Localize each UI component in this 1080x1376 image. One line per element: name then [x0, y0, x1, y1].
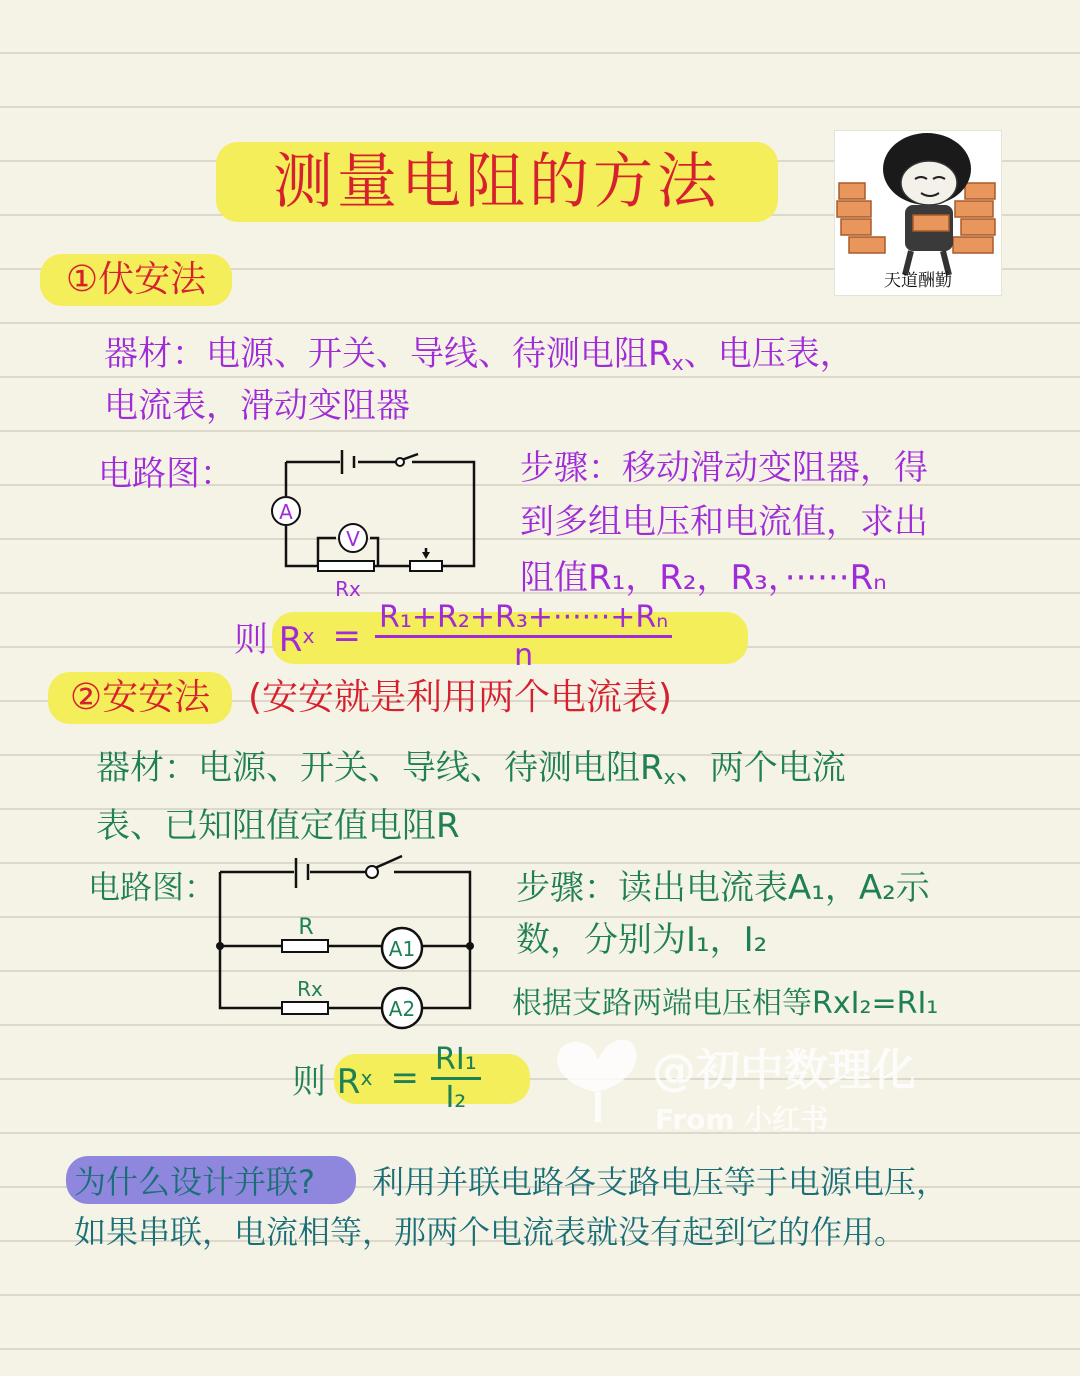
formula-denominator: n — [514, 637, 534, 673]
resistor-rx-label: Rx — [297, 977, 323, 1001]
method1-circuit-diagram — [266, 446, 486, 606]
formula-numerator: R₁+R₂+R₃+······+Rₙ — [375, 600, 672, 638]
ammeter2-label: A2 — [388, 997, 416, 1021]
resistor-r-label: R — [298, 915, 314, 940]
formula-equals: = — [332, 616, 362, 656]
method2-circuit-label: 电路图： — [88, 868, 217, 906]
formula-equals: = — [390, 1058, 420, 1098]
method1-equipment-tail: 、电压表， — [683, 334, 854, 374]
method1-steps-line2: 到多组电压和电流值，求出 — [520, 502, 928, 542]
ammeter-label: A — [279, 500, 293, 524]
method1-steps-line3: 阻值R₁，R₂，R₃，······Rₙ — [520, 558, 887, 598]
avatar-caption: 天道酬勤 — [884, 271, 952, 290]
method1-equipment-line2: 电流表，滑动变阻器 — [104, 386, 410, 426]
method1-formula — [234, 599, 672, 673]
formula-prefix-sub: x — [302, 624, 315, 648]
ammeter1-label: A1 — [388, 937, 416, 961]
formula-numerator: RI₁ — [431, 1042, 481, 1080]
formula-prefix-sub: x — [360, 1066, 373, 1090]
watermark-source: From 小红书 — [655, 1103, 829, 1136]
method2-steps-line3: 根据支路两端电压相等RxI₂=RI₁ — [512, 986, 939, 1021]
method1-circuit-label: 电路图： — [98, 454, 234, 494]
why-answer-line1: 利用并联电路各支路电压等于电源电压， — [372, 1163, 949, 1201]
watermark-handle: @初中数理化 — [652, 1045, 916, 1096]
voltmeter-label: V — [346, 527, 360, 551]
method2-equipment-line2: 表、已知阻值定值电阻R — [96, 806, 460, 846]
method1-equipment-sub: x — [671, 351, 684, 376]
method1-equipment-line1 — [104, 326, 854, 375]
avatar-sticker — [834, 130, 1002, 296]
method2-heading-note: (安安就是利用两个电流表) — [248, 677, 673, 718]
method1-fraction — [375, 600, 672, 673]
method2-steps-line2: 数，分别为I₁，I₂ — [516, 920, 768, 960]
method2-equipment-tail: 、两个电流 — [675, 748, 846, 788]
method2-steps-line1: 步骤：读出电流表A₁，A₂示 — [516, 868, 930, 908]
method2-circuit-diagram — [210, 850, 480, 1030]
formula-denominator: I₂ — [445, 1079, 467, 1115]
why-answer-line2: 如果串联，电流相等，那两个电流表就没有起到它的作用。 — [74, 1213, 907, 1251]
resistor-rx-label: Rx — [335, 577, 361, 601]
formula-prefix: 则 R — [234, 619, 303, 660]
method2-equipment-line1 — [96, 740, 846, 789]
formula-prefix: 则 R — [292, 1061, 361, 1102]
method1-steps-line1: 步骤：移动滑动变阻器，得 — [520, 448, 928, 488]
why-question: 为什么设计并联? — [74, 1163, 315, 1201]
method2-formula — [292, 1038, 481, 1118]
method2-equipment-sub: x — [663, 765, 676, 790]
method1-heading: ①伏安法 — [40, 254, 232, 306]
method2-heading: ②安安法 — [48, 672, 232, 724]
method2-fraction — [431, 1042, 481, 1115]
method1-equipment-text: 器材：电源、开关、导线、待测电阻R — [104, 334, 672, 374]
method2-equipment-text: 器材：电源、开关、导线、待测电阻R — [96, 748, 664, 788]
page-title: 测量电阻的方法 — [216, 142, 778, 222]
xiaohongshu-logo-icon — [552, 1030, 644, 1126]
